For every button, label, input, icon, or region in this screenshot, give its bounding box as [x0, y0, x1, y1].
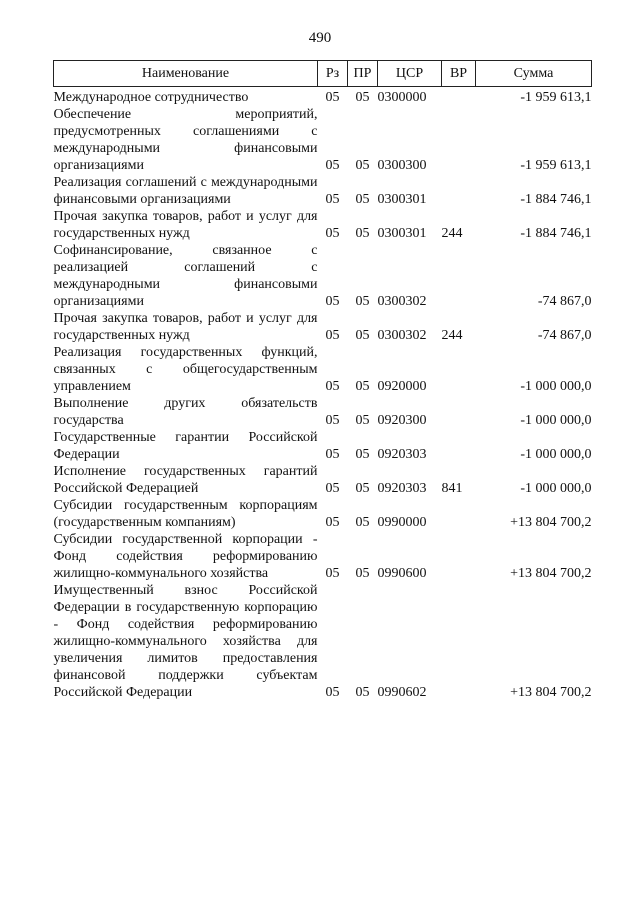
row-sum: -74 867,0 [537, 328, 592, 343]
row-pr: 05 [355, 226, 370, 241]
row-csr: 0920303 [377, 447, 427, 462]
row-sum: +13 804 700,2 [510, 566, 592, 581]
table-row [54, 87, 592, 107]
header-name: Наименование [54, 61, 318, 87]
row-sum: -1 884 746,1 [520, 226, 592, 241]
table-row [54, 429, 592, 463]
row-csr: 0920300 [377, 413, 427, 428]
row-pr: 05 [355, 515, 370, 530]
header-sum: Сумма [476, 61, 592, 87]
row-rz: 05 [325, 226, 340, 241]
row-pr: 05 [355, 481, 370, 496]
row-name: Реализация государственных функций, связанных с общегосударственным управлением [53, 345, 318, 394]
row-vr: 841 [441, 481, 463, 496]
row-name: Государственные гарантии Российской Федерации [53, 430, 318, 462]
row-sum: -1 959 613,1 [520, 90, 592, 105]
row-pr: 05 [355, 192, 370, 207]
row-pr: 05 [355, 294, 370, 309]
row-name: Исполнение государственных гарантий Российской Федерацией [53, 464, 318, 496]
table-row [54, 242, 592, 310]
table-row [54, 208, 592, 242]
row-vr [442, 429, 476, 463]
table-row [54, 174, 592, 208]
table-row [54, 106, 592, 174]
row-name: Прочая закупка товаров, работ и услуг для государственных нужд [53, 311, 318, 343]
row-vr: 244 [441, 226, 463, 241]
row-rz: 05 [325, 192, 340, 207]
row-name: Имущественный взнос Российской Федерации в государственную корпорацию - Фонд содействия реформированию жилищно-коммунального хозяйства для увеличения лимитов предоставления финансовой поддержки субъектам Российской Федерации [53, 583, 318, 700]
row-pr: 05 [355, 90, 370, 105]
header-csr: ЦСР [378, 61, 442, 87]
row-sum: +13 804 700,2 [510, 515, 592, 530]
row-pr: 05 [355, 566, 370, 581]
row-sum: -1 000 000,0 [520, 447, 592, 462]
row-pr: 05 [355, 413, 370, 428]
row-vr [442, 174, 476, 208]
row-csr: 0300301 [377, 192, 427, 207]
table-row [54, 531, 592, 582]
row-name: Реализация соглашений с международными финансовыми организациями [53, 175, 318, 207]
row-vr [442, 395, 476, 429]
row-csr: 0300302 [377, 328, 427, 343]
row-pr: 05 [355, 328, 370, 343]
row-csr: 0990000 [377, 515, 427, 530]
header-vr: ВР [442, 61, 476, 87]
page-number: 490 [308, 30, 332, 46]
row-rz: 05 [325, 328, 340, 343]
row-rz: 05 [325, 294, 340, 309]
table-row [54, 497, 592, 531]
row-sum: -74 867,0 [537, 294, 592, 309]
budget-table [53, 60, 592, 701]
header-pr: ПР [348, 61, 378, 87]
table-row [54, 463, 592, 497]
row-sum: -1 884 746,1 [520, 192, 592, 207]
row-name: Международное сотрудничество [53, 90, 249, 105]
row-rz: 05 [325, 481, 340, 496]
row-pr: 05 [355, 447, 370, 462]
row-rz: 05 [325, 90, 340, 105]
row-sum: -1 959 613,1 [520, 158, 592, 173]
row-vr [442, 497, 476, 531]
row-rz: 05 [325, 566, 340, 581]
row-pr: 05 [355, 379, 370, 394]
row-sum: -1 000 000,0 [520, 379, 592, 394]
row-rz: 05 [325, 158, 340, 173]
row-name: Прочая закупка товаров, работ и услуг для государственных нужд [53, 209, 318, 241]
row-name: Субсидии государственной корпорации - Фонд содействия реформированию жилищно-коммунального хозяйства [53, 532, 318, 581]
row-rz: 05 [325, 413, 340, 428]
row-sum: -1 000 000,0 [520, 413, 592, 428]
row-name: Субсидии государственным корпорациям (государственным компаниям) [53, 498, 318, 530]
row-csr: 0300300 [377, 158, 427, 173]
row-vr [442, 87, 476, 107]
table-row [54, 395, 592, 429]
row-csr: 0920303 [377, 481, 427, 496]
row-name: Софинансирование, связанное с реализацией соглашений с международными финансовыми организациями [53, 243, 318, 309]
row-sum: +13 804 700,2 [510, 685, 592, 700]
table-row [54, 310, 592, 344]
row-pr: 05 [355, 685, 370, 700]
table-row [54, 582, 592, 701]
row-csr: 0990600 [377, 566, 427, 581]
header-rz: Рз [318, 61, 348, 87]
row-csr: 0300302 [377, 294, 427, 309]
table-body [54, 87, 592, 702]
row-rz: 05 [325, 447, 340, 462]
row-vr [442, 531, 476, 582]
row-pr: 05 [355, 158, 370, 173]
row-rz: 05 [325, 685, 340, 700]
table-row [54, 344, 592, 395]
row-vr [442, 106, 476, 174]
row-vr [442, 242, 476, 310]
table-header-row [54, 61, 592, 87]
row-name: Выполнение других обязательств государства [53, 396, 318, 428]
row-csr: 0300000 [377, 90, 427, 105]
row-vr: 244 [441, 328, 463, 343]
row-name: Обеспечение мероприятий, предусмотренных соглашениями с международными финансовыми организациями [53, 107, 318, 173]
row-rz: 05 [325, 515, 340, 530]
row-vr [442, 582, 476, 701]
row-csr: 0920000 [377, 379, 427, 394]
row-vr [442, 344, 476, 395]
row-sum: -1 000 000,0 [520, 481, 592, 496]
row-csr: 0300301 [377, 226, 427, 241]
row-csr: 0990602 [377, 685, 427, 700]
row-rz: 05 [325, 379, 340, 394]
